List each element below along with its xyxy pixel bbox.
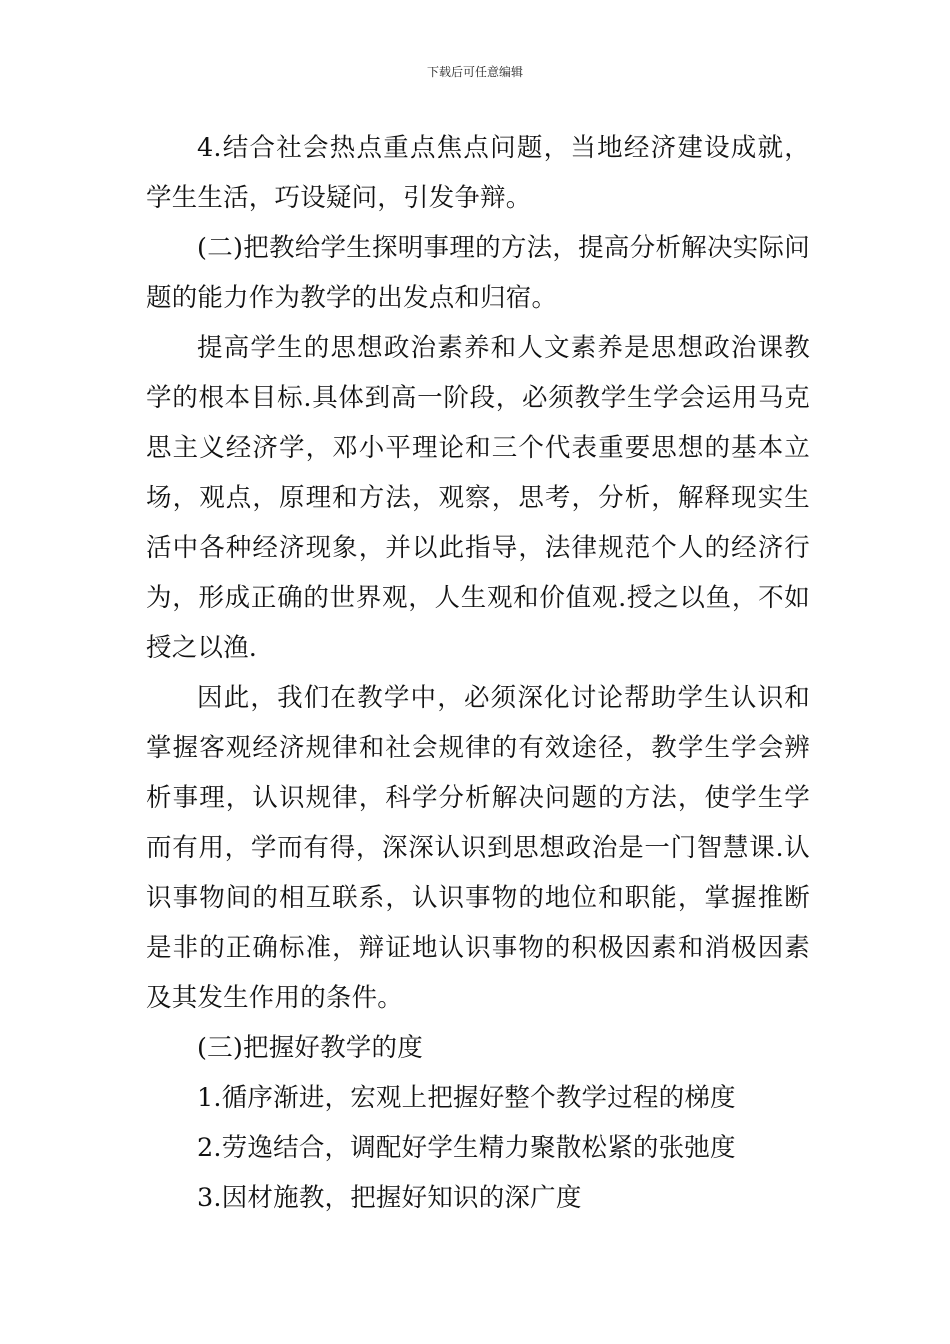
list-item-2: 2.劳逸结合，调配好学生精力聚散松紧的张弛度	[197, 1133, 736, 1163]
section-heading-3: (三)把握好教学的度	[197, 1033, 423, 1063]
document-body	[146, 123, 810, 1223]
list-item-1: 1.循序渐进，宏观上把握好整个教学过程的梯度	[197, 1083, 736, 1113]
page-header-note: 下载后可任意编辑	[426, 65, 523, 79]
section-heading-2: (二)把教给学生探明事理的方法，提高分析解决实际问题的能力作为教学的出发点和归宿。	[146, 233, 810, 313]
paragraph-goal: 提高学生的思想政治素养和人文素养是思想政治课教学的根本目标.具体到高一阶段，必须教学生学会运用马克思主义经济学，邓小平理论和三个代表重要思想的基本立场，观点，原理和方法，观察，思考，分析，解释现实生活中各种经济现象，并以此指导，法律规范个人的经济行为，形成正确的世界观，人生观和价值观.授之以鱼，不如授之以渔.	[146, 333, 810, 663]
paragraph-item-4: 4.结合社会热点重点焦点问题，当地经济建设成就，学生生活，巧设疑问，引发争辩。	[146, 133, 810, 213]
paragraph-method: 因此，我们在教学中，必须深化讨论帮助学生认识和掌握客观经济规律和社会规律的有效途径，教学生学会辨析事理，认识规律，科学分析解决问题的方法，使学生学而有用，学而有得，深深认识到思想政治是一门智慧课.认识事物间的相互联系，认识事物的地位和职能，掌握推断是非的正确标准，辩证地认识事物的积极因素和消极因素及其发生作用的条件。	[146, 683, 810, 1013]
list-item-3: 3.因材施教，把握好知识的深广度	[197, 1183, 582, 1213]
